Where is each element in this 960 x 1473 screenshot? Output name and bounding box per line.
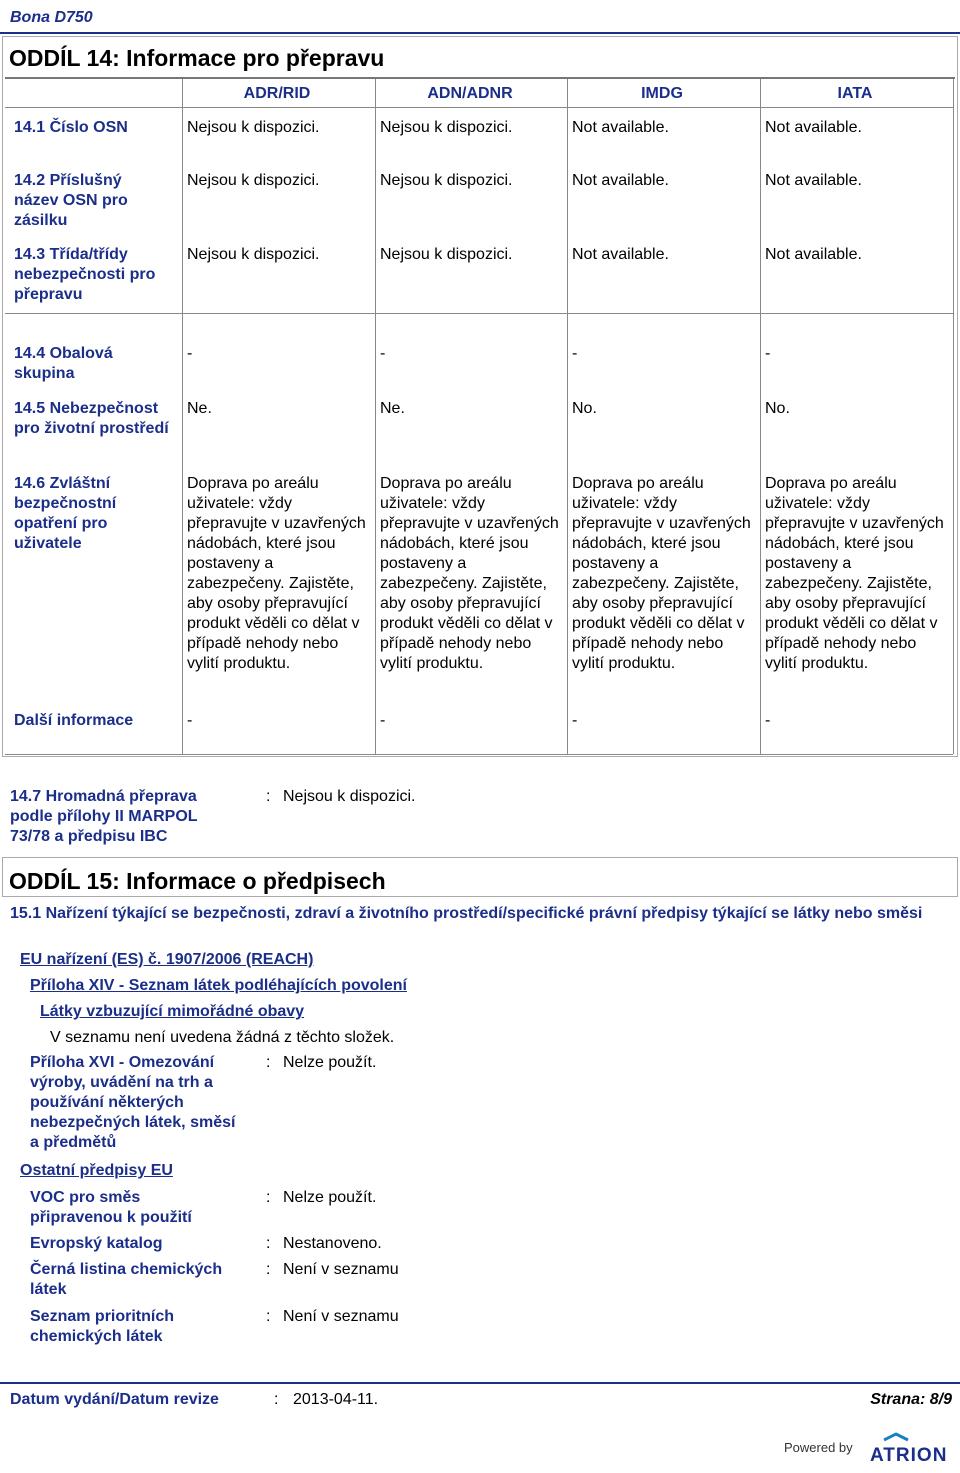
cell-value: Nejsou k dispozici. bbox=[187, 246, 320, 263]
cell-value: - bbox=[380, 712, 386, 729]
footer-divider bbox=[0, 1382, 960, 1384]
svhc-text: V seznamu není uvedena žádná z těchto složek. bbox=[50, 1029, 395, 1046]
blacklist-value: Není v seznamu bbox=[283, 1261, 399, 1278]
colon: : bbox=[266, 1261, 271, 1278]
cell-value: Not available. bbox=[572, 172, 669, 189]
grid-hline bbox=[5, 754, 953, 755]
column-header-iata: IATA bbox=[837, 85, 873, 102]
cell-value: - bbox=[572, 712, 578, 729]
row-label-special-precautions: 14.6 Zvláštní bezpečnostní opatření pro uživatele bbox=[14, 475, 117, 552]
cell-value: - bbox=[765, 712, 771, 729]
cell-value: Not available. bbox=[765, 119, 862, 136]
colon: : bbox=[274, 1391, 279, 1408]
section-15-title: ODDÍL 15: Informace o předpisech bbox=[9, 868, 386, 894]
footer-date-value: 2013-04-11. bbox=[293, 1391, 379, 1408]
colon: : bbox=[266, 1054, 271, 1071]
cell-value: Doprava po areálu uživatele: vždy přepravujte v uzavřených nádobách, které jsou postaveny a zabezpečeny. Zajistěte, aby osoby přepravující produkt věděli co dělat v případě nehody nebo vylití produktu. bbox=[380, 475, 559, 672]
header-divider bbox=[0, 32, 960, 34]
colon: : bbox=[266, 1189, 271, 1206]
cell-value: Nejsou k dispozici. bbox=[380, 246, 513, 263]
voc-value: Nelze použít. bbox=[283, 1189, 377, 1206]
row-label-packing-group: 14.4 Obalová skupina bbox=[14, 345, 113, 382]
cell-value: Nejsou k dispozici. bbox=[380, 119, 513, 136]
section-15 bbox=[2, 857, 958, 897]
cell-value: Doprava po areálu uživatele: vždy přepravujte v uzavřených nádobách, které jsou postaveny a zabezpečeny. Zajistěte, aby osoby přepravující produkt věděli co dělat v případě nehody nebo vylití produktu. bbox=[187, 475, 366, 672]
cell-value: Not available. bbox=[765, 172, 862, 189]
cell-value: Nejsou k dispozici. bbox=[380, 172, 513, 189]
priority-value: Není v seznamu bbox=[283, 1308, 399, 1325]
marpol-value: Nejsou k dispozici. bbox=[283, 788, 416, 805]
section-14-title: ODDÍL 14: Informace pro přepravu bbox=[9, 45, 385, 71]
voc-label: VOC pro směs připravenou k použití bbox=[30, 1189, 192, 1226]
catalog-label: Evropský katalog bbox=[30, 1235, 163, 1252]
row-label-environmental-hazard: 14.5 Nebezpečnost pro životní prostředí bbox=[14, 400, 169, 437]
footer-date-label: Datum vydání/Datum revize bbox=[10, 1391, 219, 1408]
atrion-logo bbox=[856, 1430, 956, 1468]
blacklist-label: Černá listina chemických látek bbox=[30, 1261, 223, 1298]
annex-xiv-heading: Příloha XIV - Seznam látek podléhajících povolení bbox=[30, 977, 407, 994]
catalog-value: Nestanoveno. bbox=[283, 1235, 382, 1252]
row-label-additional-info: Další informace bbox=[14, 712, 134, 729]
reach-heading: EU nařízení (ES) č. 1907/2006 (REACH) bbox=[20, 951, 314, 968]
section-15-1-heading: 15.1 Nařízení týkající se bezpečnosti, zdraví a životního prostředí/specifické právní předpisy týkající se látky nebo směsi bbox=[10, 905, 923, 922]
section-title-divider bbox=[5, 77, 955, 79]
cell-value: - bbox=[765, 345, 771, 362]
cell-value: Doprava po areálu uživatele: vždy přepravujte v uzavřených nádobách, které jsou postaveny a zabezpečeny. Zajistěte, aby osoby přepravující produkt věděli co dělat v případě nehody nebo vylití produktu. bbox=[572, 475, 751, 672]
cell-value: Not available. bbox=[572, 246, 669, 263]
column-header-adn: ADN/ADNR bbox=[427, 85, 513, 102]
annex-xvii-label: Příloha XVI - Omezování výroby, uvádění na trh a používání některých nebezpečných látek, směsí a předmětů bbox=[30, 1054, 236, 1151]
logo-arc bbox=[884, 1434, 908, 1440]
cell-value: Ne. bbox=[187, 400, 212, 417]
row-label-hazard-class: 14.3 Třída/třídy nebezpečnosti pro přepravu bbox=[14, 246, 156, 303]
cell-value: Not available. bbox=[572, 119, 669, 136]
row-label-shipping-name: 14.2 Příslušný název OSN pro zásilku bbox=[14, 172, 128, 229]
cell-value: Ne. bbox=[380, 400, 405, 417]
cell-value: - bbox=[572, 345, 578, 362]
cell-value: - bbox=[187, 345, 193, 362]
grid-vline bbox=[760, 79, 761, 754]
grid-vline bbox=[182, 79, 183, 754]
priority-label: Seznam prioritních chemických látek bbox=[30, 1308, 175, 1345]
cell-value: No. bbox=[765, 400, 790, 417]
cell-value: - bbox=[380, 345, 386, 362]
product-name: Bona D750 bbox=[10, 9, 93, 26]
grid-vline bbox=[567, 79, 568, 754]
colon: : bbox=[266, 1308, 271, 1325]
svhc-heading: Látky vzbuzující mimořádné obavy bbox=[40, 1003, 305, 1020]
grid-hline bbox=[5, 313, 953, 314]
cell-value: - bbox=[187, 712, 193, 729]
colon: : bbox=[266, 788, 271, 805]
column-header-adr: ADR/RID bbox=[243, 85, 311, 102]
annex-xvii-value: Nelze použít. bbox=[283, 1054, 377, 1071]
atrion-logo-text: ATRION bbox=[870, 1445, 948, 1466]
row-label-un-number: 14.1 Číslo OSN bbox=[14, 119, 128, 136]
cell-value: Nejsou k dispozici. bbox=[187, 119, 320, 136]
grid-hline bbox=[5, 107, 953, 108]
other-eu-heading: Ostatní předpisy EU bbox=[20, 1162, 173, 1179]
cell-value: Doprava po areálu uživatele: vždy přepravujte v uzavřených nádobách, které jsou postaveny a zabezpečeny. Zajistěte, aby osoby přepravující produkt věděli co dělat v případě nehody nebo vylití produktu. bbox=[765, 475, 944, 672]
cell-value: No. bbox=[572, 400, 597, 417]
grid-vline bbox=[953, 79, 954, 754]
page-number: Strana: 8/9 bbox=[870, 1391, 952, 1408]
cell-value: Not available. bbox=[765, 246, 862, 263]
colon: : bbox=[266, 1235, 271, 1252]
powered-by-text: Powered by bbox=[784, 1440, 853, 1455]
column-header-imdg: IMDG bbox=[641, 85, 683, 102]
marpol-label: 14.7 Hromadná přeprava podle přílohy II MARPOL 73/78 a předpisu IBC bbox=[10, 788, 198, 845]
cell-value: Nejsou k dispozici. bbox=[187, 172, 320, 189]
grid-vline bbox=[375, 79, 376, 754]
